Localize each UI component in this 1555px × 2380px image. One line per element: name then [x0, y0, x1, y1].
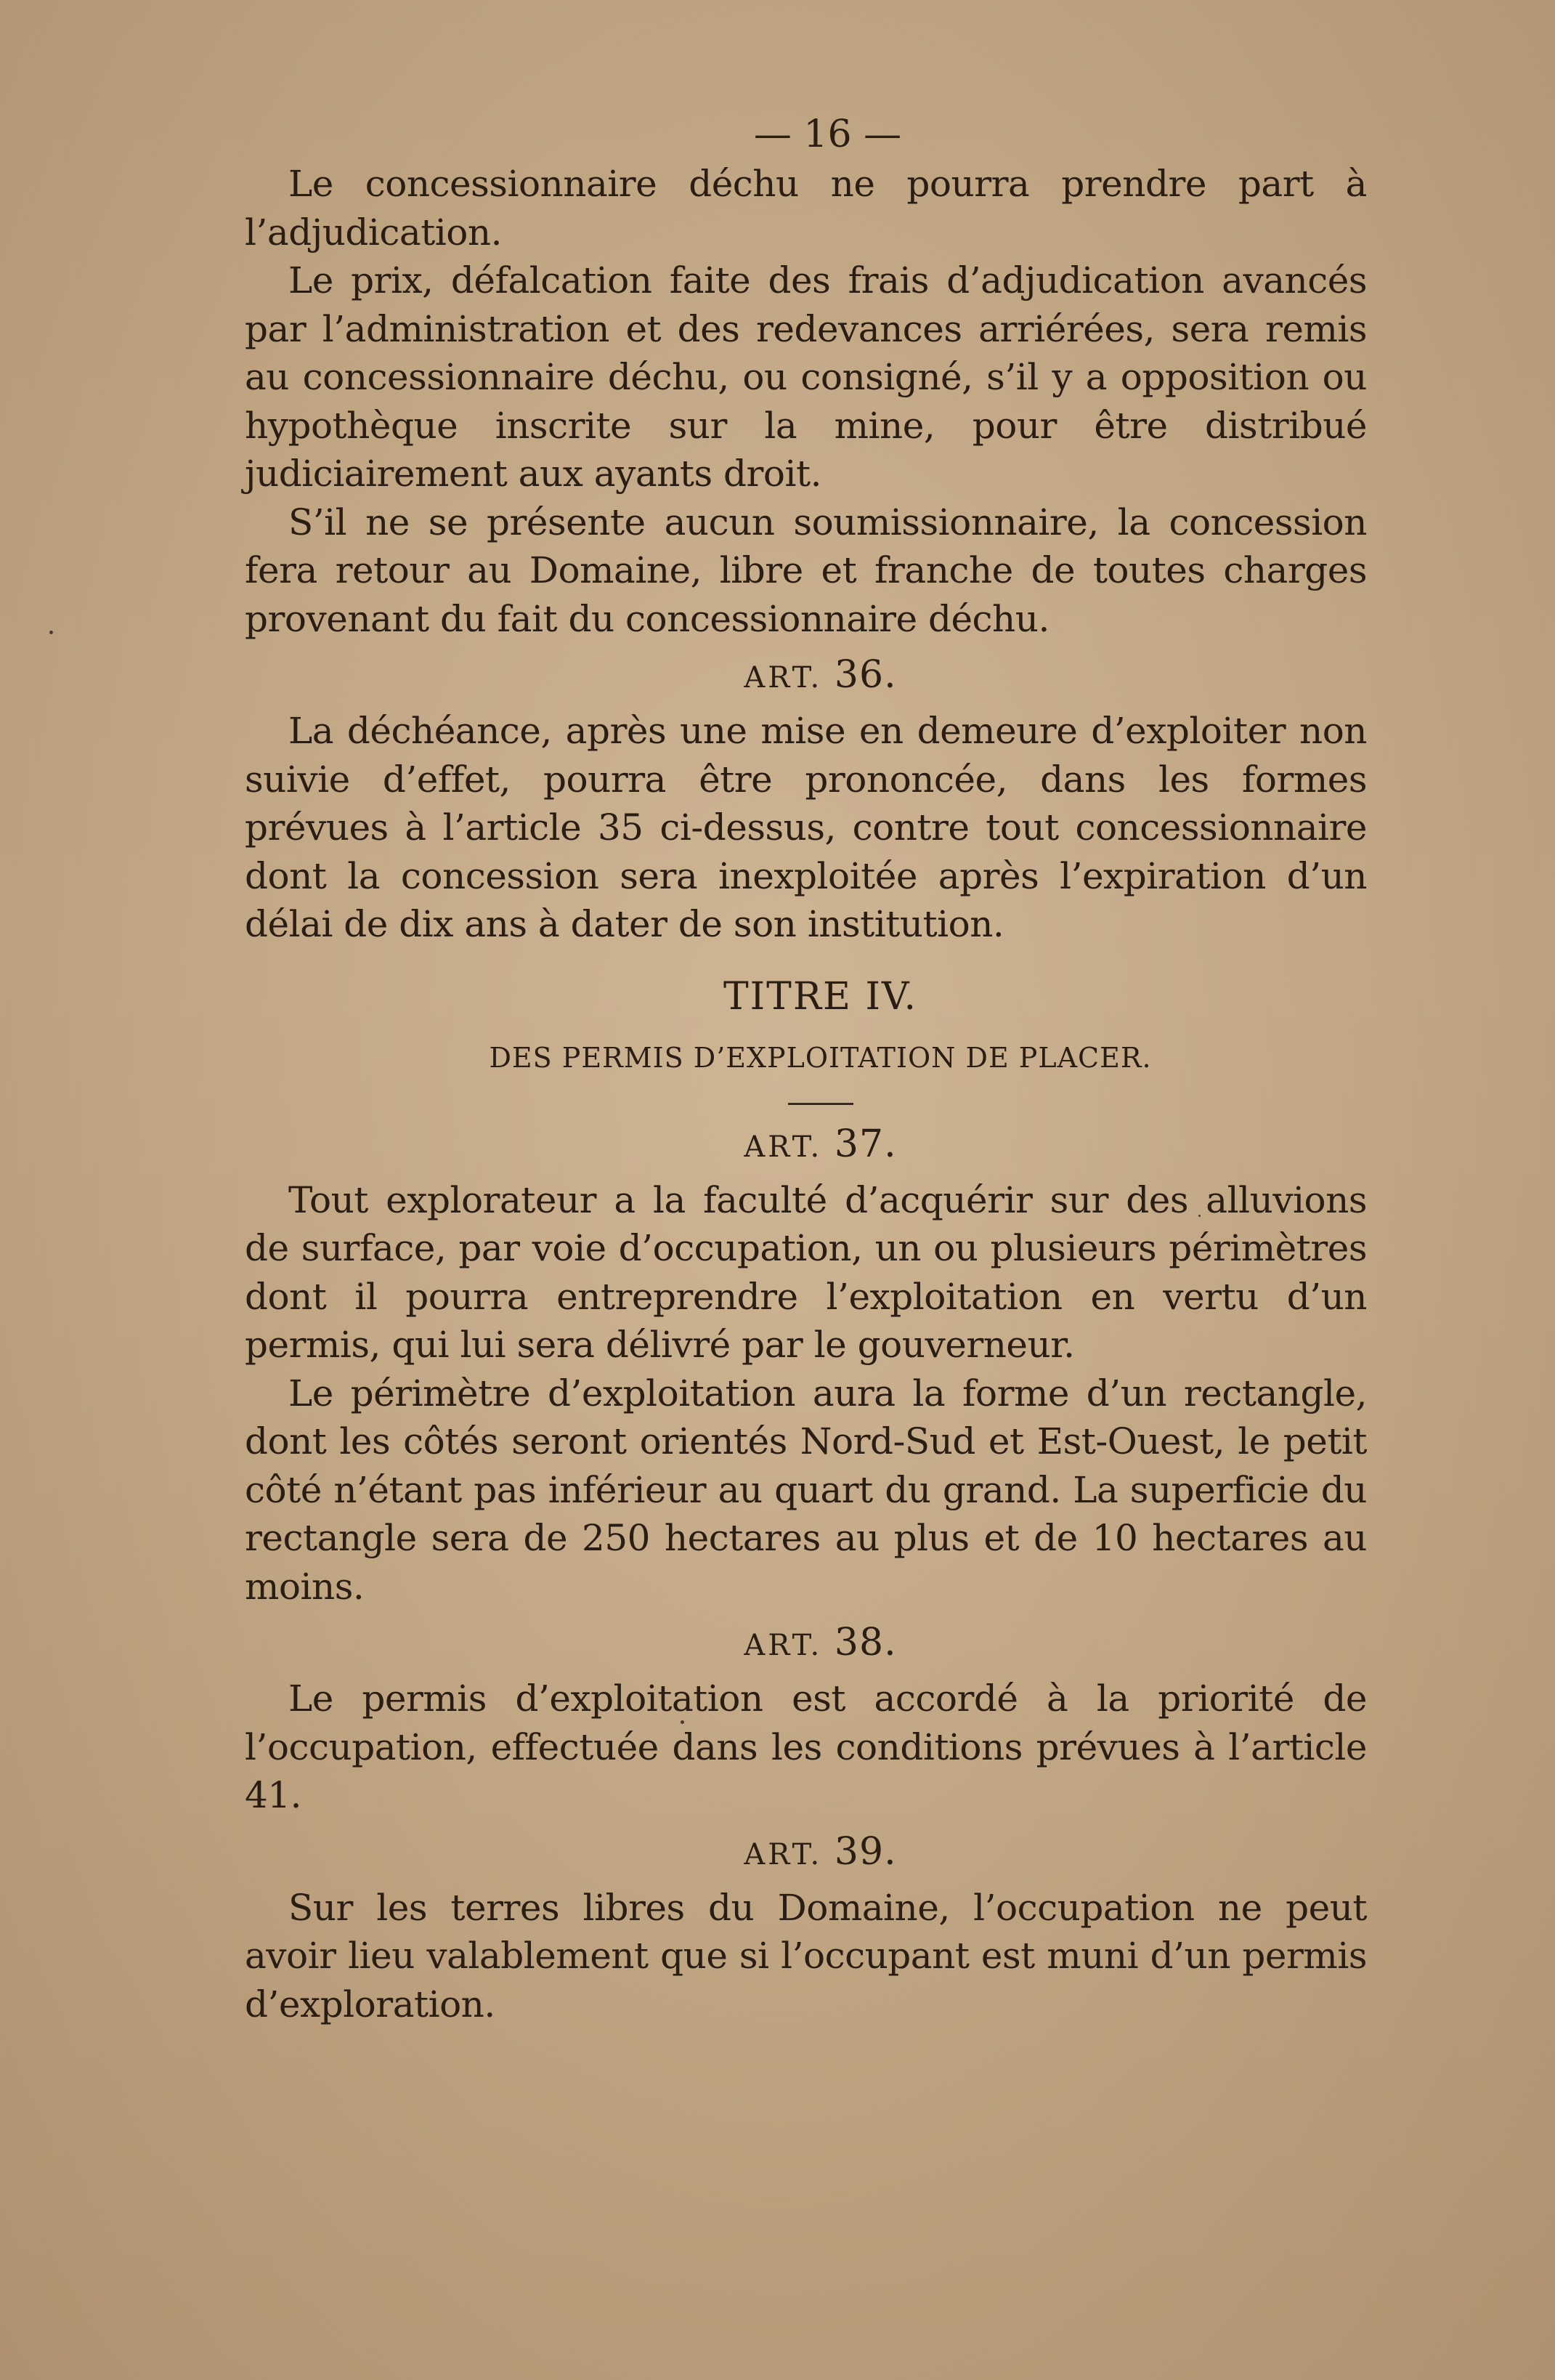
article-text: Sur les terres libres du Domaine, l’occupation ne peut avoir lieu valablement que si l’occupant est muni d’un permis d’exploration. — [245, 1886, 1367, 2025]
page-number: — 16 — — [753, 113, 902, 156]
divider — [788, 1103, 853, 1105]
article-text: La déchéance, après une mise en demeure d’exploiter non suivie d’effet, pourra être prononcée, dans les formes prévues à l’article 35 ci-dessus, contre tout concessionnaire dont la concession sera inexploitée après l’expiration d’un délai de dix ans à dater de son institution. — [245, 710, 1367, 945]
article-number: 36. — [834, 653, 897, 697]
section-title: TITRE IV. — [723, 974, 918, 1019]
article-label: ART. — [744, 1837, 823, 1871]
paragraph: S’il ne se présente aucun soumissionnaire, la concession fera retour au Domaine, libre et franche de toutes charges provenant du fait du concessionnaire déchu. — [245, 501, 1367, 640]
article-text: Tout explorateur a la faculté d’acquérir sur des alluvions de surface, par voie d’occupation, un ou plusieurs périmètres dont il pourra entreprendre l’exploitation en vertu d’un permis, qui lui sera délivré par le gouverneur. — [245, 1178, 1367, 1366]
paragraph: Le concessionnaire déchu ne pourra prendre part à l’adjudication. — [245, 163, 1367, 254]
article-number: 37. — [834, 1122, 897, 1166]
text-block — [245, 109, 1367, 2028]
article-number: 38. — [834, 1621, 897, 1664]
article-label: ART. — [744, 1629, 823, 1662]
article-text: Le permis d’exploitation est accordé à la priorité de l’occupation, effectuée dans les conditions prévues à l’article 41. — [245, 1677, 1367, 1816]
paper-speck — [49, 631, 53, 634]
article-label: ART. — [744, 661, 823, 695]
article-heading-36 — [274, 643, 1367, 707]
article-label: ART. — [744, 1130, 823, 1164]
article-heading-38 — [274, 1611, 1367, 1675]
article-heading-39 — [274, 1820, 1367, 1884]
section-subtitle: DES PERMIS D’EXPLOITATION DE PLACER. — [489, 1041, 1152, 1074]
article-heading-37 — [274, 1112, 1367, 1176]
article-number: 39. — [834, 1829, 897, 1874]
article-text: Le périmètre d’exploitation aura la forme d’un rectangle, dont les côtés seront orientés Nord-Sud et Est-Ouest, le petit côté n’étant pas inférieur au quart du grand. La superficie du rectangle sera de 250 hectares au plus et de 10 hectares au moins. — [245, 1372, 1367, 1608]
paragraph: Le prix, défalcation faite des frais d’adjudication avancés par l’administration et des redevances arriérées, sera remis au concessionnaire déchu, ou consigné, s’il y a opposition ou hypothèque inscrite sur la mine, pour être distribué judiciairement aux ayants droit. — [245, 259, 1367, 495]
